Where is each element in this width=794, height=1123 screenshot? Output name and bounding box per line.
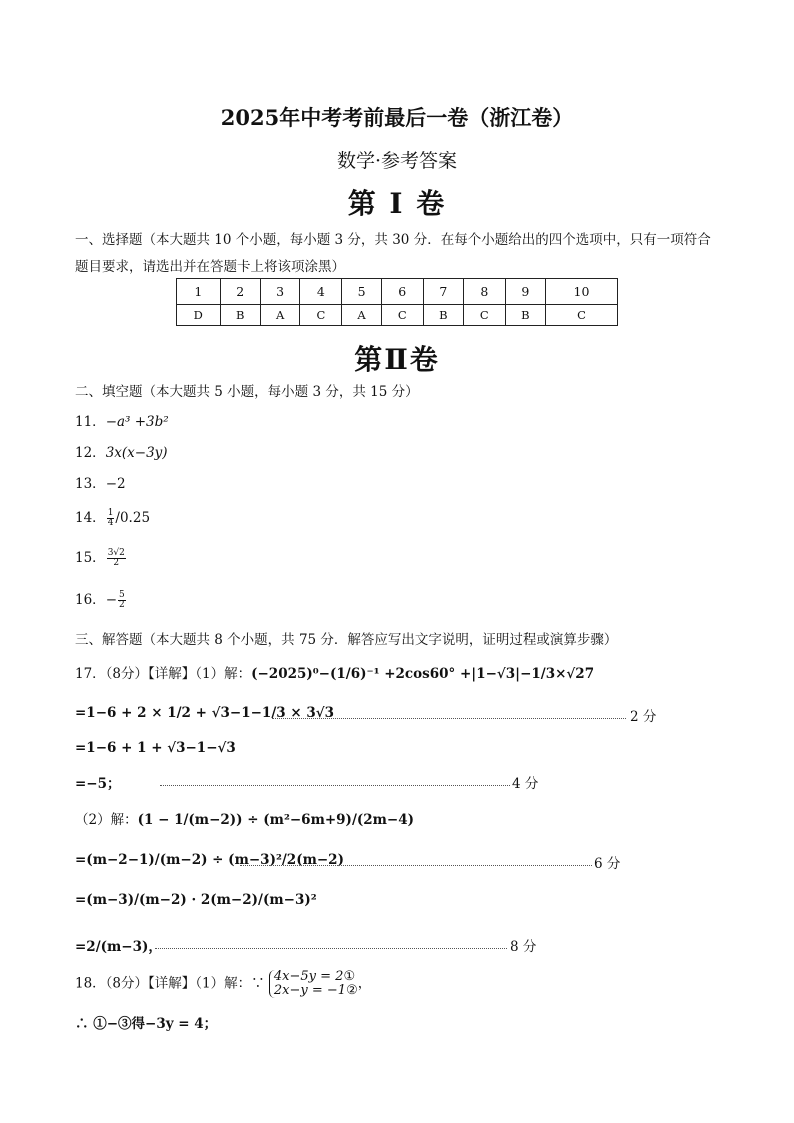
table-cell: C bbox=[300, 305, 342, 326]
q11-line bbox=[75, 410, 169, 430]
q18-head: 18．（8分）【详解】（1）解：∵ bbox=[75, 975, 265, 992]
q12-line bbox=[75, 441, 168, 461]
q17-step6: =2/(m−3)， bbox=[75, 939, 162, 955]
section1-intro-line2: 题目要求，请选出并在答题卡上将该项涂黑） bbox=[75, 259, 345, 275]
q11-label: 11． bbox=[75, 414, 106, 430]
q17-part2-line bbox=[75, 808, 414, 828]
table-cell: 5 bbox=[342, 279, 382, 305]
table-cell: C bbox=[463, 305, 505, 326]
q18-head-line bbox=[75, 970, 371, 998]
q17-score3: 6 分 bbox=[594, 856, 621, 872]
q17-score4: 8 分 bbox=[510, 939, 537, 955]
dot-leader bbox=[155, 948, 507, 949]
q16-fraction: $\frac{5}{2}$ bbox=[119, 590, 125, 610]
answer-table bbox=[176, 278, 618, 326]
q15-line bbox=[75, 546, 127, 568]
q12-label: 12． bbox=[75, 445, 106, 461]
q17-step2: =1−6 + 1 + √3−1−√3 bbox=[75, 740, 236, 756]
dot-leader bbox=[272, 718, 626, 719]
q18-tail: ， bbox=[357, 975, 372, 992]
q11-answer: −a³ +3b² bbox=[105, 414, 169, 430]
q18-eq2: 2x−y = −1 bbox=[273, 983, 347, 998]
q17-head-line bbox=[75, 662, 594, 682]
q17-score2: 4 分 bbox=[512, 776, 539, 792]
q14-fraction: $\frac{1}{4}$ bbox=[107, 508, 114, 528]
q18-eq2-mark: ② bbox=[346, 983, 358, 998]
page-subtitle: 数学·参考答案 bbox=[336, 150, 458, 172]
q12-answer: 3x(x−3y) bbox=[105, 445, 168, 461]
q14-label: 14． bbox=[75, 510, 106, 526]
q17-head: 17．（8分）【详解】（1）解： bbox=[75, 666, 252, 682]
table-cell: A bbox=[342, 305, 382, 326]
q18-therefore: ∴ bbox=[75, 1016, 89, 1032]
table-cell: D bbox=[177, 305, 221, 326]
volume-two-heading: 第Ⅱ卷 bbox=[354, 343, 440, 376]
table-cell: 8 bbox=[463, 279, 505, 305]
section2-intro: 二、填空题（本大题共 5 小题，每小题 3 分，共 15 分） bbox=[75, 384, 419, 400]
q17-expression: (−2025)⁰−(1/6)⁻¹ +2cos60° +|1−√3|−1/3×√27 bbox=[251, 666, 595, 682]
q18-step1-minus: − bbox=[106, 1016, 119, 1032]
q18-equation-system bbox=[269, 970, 358, 998]
q16-line bbox=[75, 588, 127, 610]
q13-answer: −2 bbox=[105, 476, 126, 492]
section3-intro: 三、解答题（本大题共 8 个小题，共 75 分．解答应写出文字说明，证明过程或演算步骤） bbox=[75, 632, 618, 648]
q13-label: 13． bbox=[75, 476, 106, 492]
answer-table-number-row bbox=[177, 279, 618, 305]
q18-step1-text: 得−3y = 4； bbox=[131, 1016, 218, 1032]
q18-eq1: 4x−5y = 2 bbox=[273, 969, 344, 984]
q18-step1-line bbox=[75, 1012, 217, 1032]
table-cell: 10 bbox=[545, 279, 617, 305]
table-cell: A bbox=[260, 305, 300, 326]
q17-step4: =(m−2−1)/(m−2) ÷ (m−3)²/2(m−2) bbox=[75, 852, 344, 868]
q17-part2-expression: (1 − 1/(m−2)) ÷ (m²−6m+9)/(2m−4) bbox=[137, 812, 415, 828]
table-cell: B bbox=[505, 305, 545, 326]
q18-eq1-mark: ① bbox=[343, 969, 356, 984]
table-cell: 7 bbox=[423, 279, 463, 305]
q17-step1: =1−6 + 2 × 1/2 + √3−1−1/3 × 3√3 bbox=[75, 705, 335, 721]
dot-leader bbox=[160, 785, 510, 786]
dot-leader bbox=[240, 865, 592, 866]
table-cell: C bbox=[381, 305, 423, 326]
q17-step5: =(m−3)/(m−2) · 2(m−2)/(m−3)² bbox=[75, 892, 317, 908]
table-cell: C bbox=[545, 305, 617, 326]
page-title: 2025年中考考前最后一卷（浙江卷） bbox=[220, 105, 574, 130]
q18-step1-mark-b: ③ bbox=[118, 1016, 132, 1032]
q18-step1-mark-a: ① bbox=[93, 1016, 107, 1032]
table-cell: B bbox=[220, 305, 260, 326]
table-cell: 9 bbox=[505, 279, 545, 305]
table-cell: 6 bbox=[381, 279, 423, 305]
q17-step3: =−5； bbox=[75, 776, 121, 792]
q13-line bbox=[75, 472, 126, 492]
table-cell: 4 bbox=[300, 279, 342, 305]
q14-answer-tail: /0.25 bbox=[115, 510, 151, 526]
table-cell: 2 bbox=[220, 279, 260, 305]
q16-sign: − bbox=[105, 592, 117, 608]
table-cell: 1 bbox=[177, 279, 221, 305]
q14-line bbox=[75, 506, 150, 528]
volume-one-heading: 第 Ⅰ 卷 bbox=[347, 187, 447, 220]
q15-label: 15． bbox=[75, 550, 106, 566]
q15-fraction: $\frac{3√2}{2}$ bbox=[107, 548, 125, 568]
table-cell: 3 bbox=[260, 279, 300, 305]
table-cell: B bbox=[423, 305, 463, 326]
answer-table-answer-row bbox=[177, 305, 618, 326]
q17-part2-head: （2）解： bbox=[75, 812, 138, 828]
q16-label: 16． bbox=[75, 592, 106, 608]
section1-intro-line1: 一、选择题（本大题共 10 个小题，每小题 3 分，共 30 分．在每个小题给出的四个选项中，只有一项符合 bbox=[75, 232, 711, 248]
q17-score1: 2 分 bbox=[630, 709, 657, 725]
